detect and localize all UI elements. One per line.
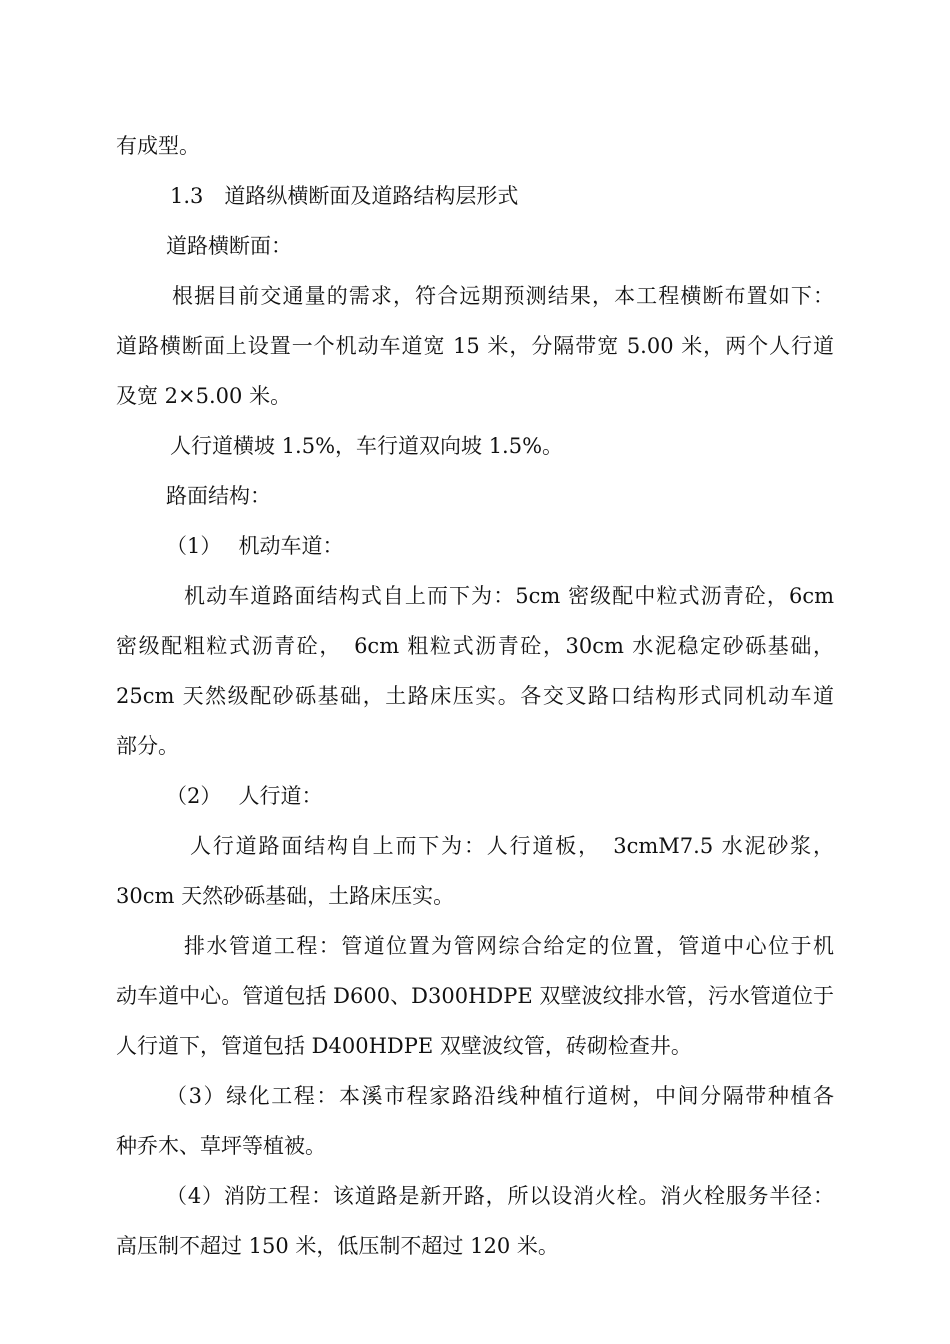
text-line: 部分。 — [116, 734, 179, 758]
text-line: 高压制不超过 150 米，低压制不超过 120 米。 — [116, 1234, 559, 1258]
text-line: 根据目前交通量的需求，符合远期预测结果，本工程横断布置如下： — [172, 284, 834, 308]
text-line: 机动车道路面结构式自上而下为：5cm 密级配中粒式沥青砼，6cm — [184, 584, 834, 608]
item-heading-sidewalk: （2） 人行道： — [166, 784, 323, 808]
text-line: 动车道中心。管道包括 D600、D300HDPE 双壁波纹排水管，污水管道位于 — [116, 984, 834, 1008]
text-line: 道路横断面上设置一个机动车道宽 15 米，分隔带宽 5.00 米，两个人行道 — [116, 334, 834, 358]
text-line: 人行道横坡 1.5%，车行道双向坡 1.5%。 — [170, 434, 564, 458]
text-line: 及宽 2×5.00 米。 — [116, 384, 292, 408]
text-line: （3）绿化工程：本溪市程家路沿线种植行道树，中间分隔带种植各 — [166, 1084, 834, 1108]
text-line: 有成型。 — [116, 134, 200, 158]
subheading-cross-section: 道路横断面： — [166, 234, 292, 258]
section-heading: 1.3 道路纵横断面及道路结构层形式 — [170, 184, 519, 208]
text-line: 30cm 天然砂砾基础，土路床压实。 — [116, 884, 455, 908]
item-heading-motorway: （1） 机动车道： — [166, 534, 344, 558]
text-line: 密级配粗粒式沥青砼， 6cm 粗粒式沥青砼，30cm 水泥稳定砂砾基础， — [116, 634, 834, 658]
text-line: 种乔木、草坪等植被。 — [116, 1134, 326, 1158]
text-line: 人行道下，管道包括 D400HDPE 双壁波纹管，砖砌检查井。 — [116, 1034, 692, 1058]
text-line: 人行道路面结构自上而下为：人行道板， 3cmM7.5 水泥砂浆， — [190, 834, 834, 858]
text-line: （4）消防工程：该道路是新开路，所以设消火栓。消火栓服务半径： — [166, 1184, 834, 1208]
subheading-pavement-structure: 路面结构： — [166, 484, 271, 508]
text-line: 排水管道工程：管道位置为管网综合给定的位置，管道中心位于机 — [184, 934, 834, 958]
text-line: 25cm 天然级配砂砾基础，土路床压实。各交叉路口结构形式同机动车道 — [116, 684, 834, 708]
